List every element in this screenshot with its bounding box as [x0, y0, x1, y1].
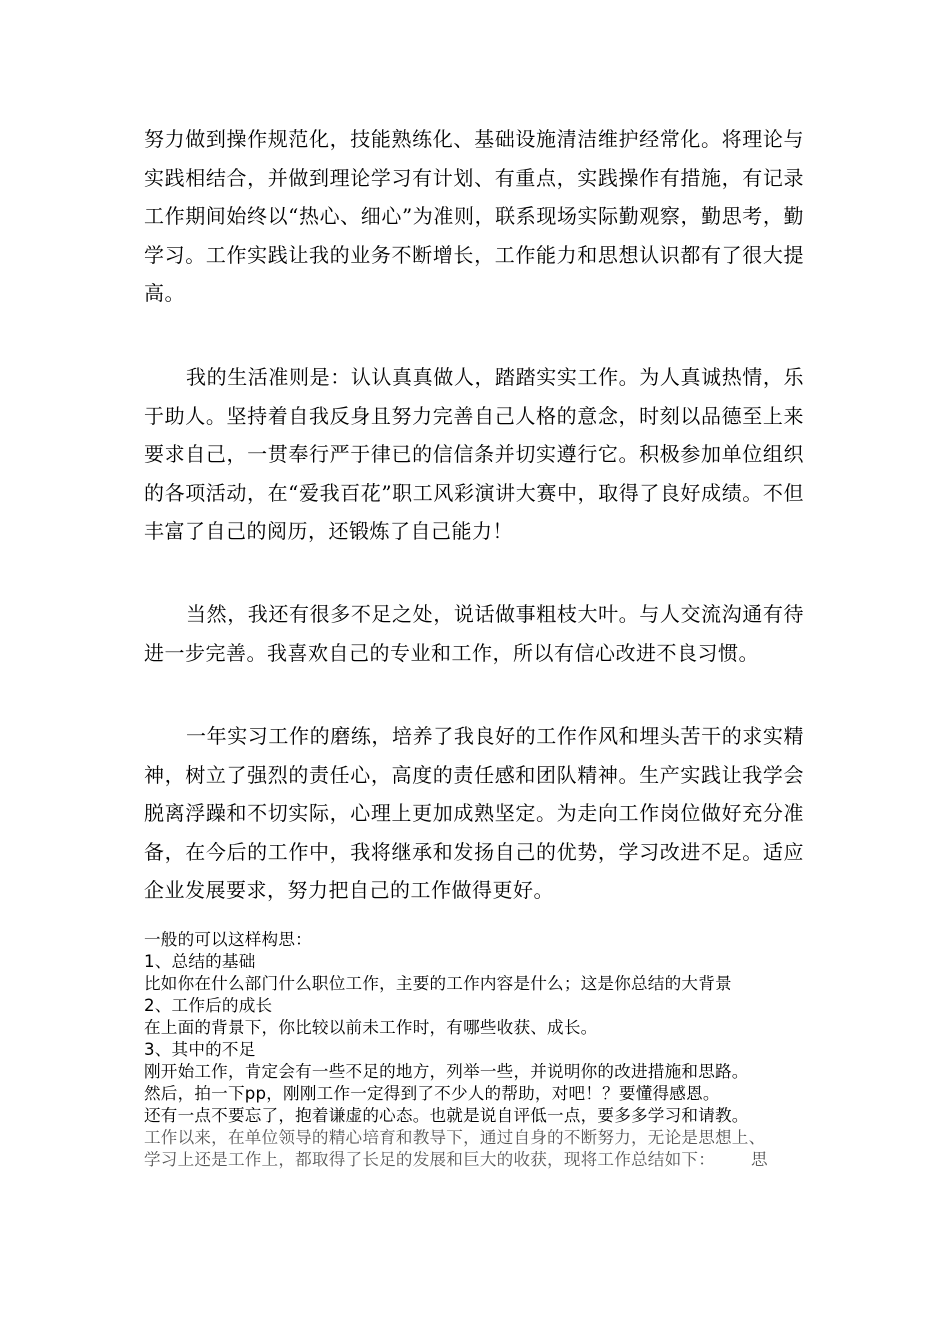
paragraph-work-practice [144, 120, 804, 313]
closing-line-2-text: 学习上还是工作上，都取得了长足的发展和巨大的收获，现将工作总结如下： [144, 1150, 715, 1169]
writing-outline [144, 929, 824, 1171]
outline-item-2-title: 2、工作后的成长 [144, 996, 273, 1015]
outline-item-1-title: 1、总结的基础 [144, 952, 256, 971]
paragraph-text: 当然，我还有很多不足之处，说话做事粗枝大叶。与人交流沟通有待进一步完善。我喜欢自己的专业和工作，所以有信心改进不良习惯。 [144, 602, 804, 665]
paragraph-shortcomings [144, 595, 804, 672]
paragraph-conclusion [144, 717, 804, 910]
outline-intro: 一般的可以这样构思： [144, 930, 312, 949]
outline-item-1-body: 比如你在什么部门什么职位工作，主要的工作内容是什么；这是你总结的大背景 [144, 974, 732, 993]
closing-line-1: 工作以来，在单位领导的精心培育和教导下，通过自身的不断努力，无论是思想上、 [144, 1128, 766, 1147]
outline-item-3-title: 3、其中的不足 [144, 1040, 256, 1059]
paragraph-text: 努力做到操作规范化，技能熟练化、基础设施清洁维护经常化。将理论与实践相结合，并做到理论学习有计划、有重点，实践操作有措施，有记录工作期间始终以“热心、细心”为准则，联系现场实际勤观察，勤思考，勤学习。工作实践让我的业务不断增长，工作能力和思想认识都有了很大提高。 [144, 127, 804, 305]
closing-line-2 [144, 1149, 824, 1171]
paragraph-text: 我的生活准则是：认认真真做人，踏踏实实工作。为人真诚热情，乐于助人。坚持着自我反身且努力完善自己人格的意念，时刻以品德至上来要求自己，一贯奉行严于律已的信信条并切实遵行它。积极参加单位组织的各项活动，在“爱我百花”职工风彩演讲大赛中，取得了良好成绩。不但丰富了自己的阅历，还锻炼了自己能力！ [144, 365, 804, 543]
outline-item-3-body: 刚开始工作，肯定会有一些不足的地方，列举一些，并说明你的改进措施和思路。 [144, 1062, 749, 1081]
paragraph-text: 一年实习工作的磨练，培养了我良好的工作作风和埋头苦干的求实精神，树立了强烈的责任心，高度的责任感和团队精神。生产实践让我学会脱离浮躁和不切实际，心理上更加成熟坚定。为走向工作岗位做好充分准备，在今后的工作中，我将继承和发扬自己的优势，学习改进不足。适应企业发展要求，努力把自己的工作做得更好。 [144, 724, 804, 902]
closing-line-2-tail: 思 [751, 1150, 768, 1169]
paragraph-life-principles [144, 358, 804, 551]
outline-extra-thanks: 然后，拍一下pp，刚刚工作一定得到了不少人的帮助，对吧！？要懂得感恩。 [144, 1084, 720, 1103]
outline-extra-humble: 还有一点不要忘了，抱着谦虚的心态。也就是说自评低一点，要多多学习和请教。 [144, 1106, 749, 1125]
outline-item-2-body: 在上面的背景下，你比较以前未工作时，有哪些收获、成长。 [144, 1018, 598, 1037]
